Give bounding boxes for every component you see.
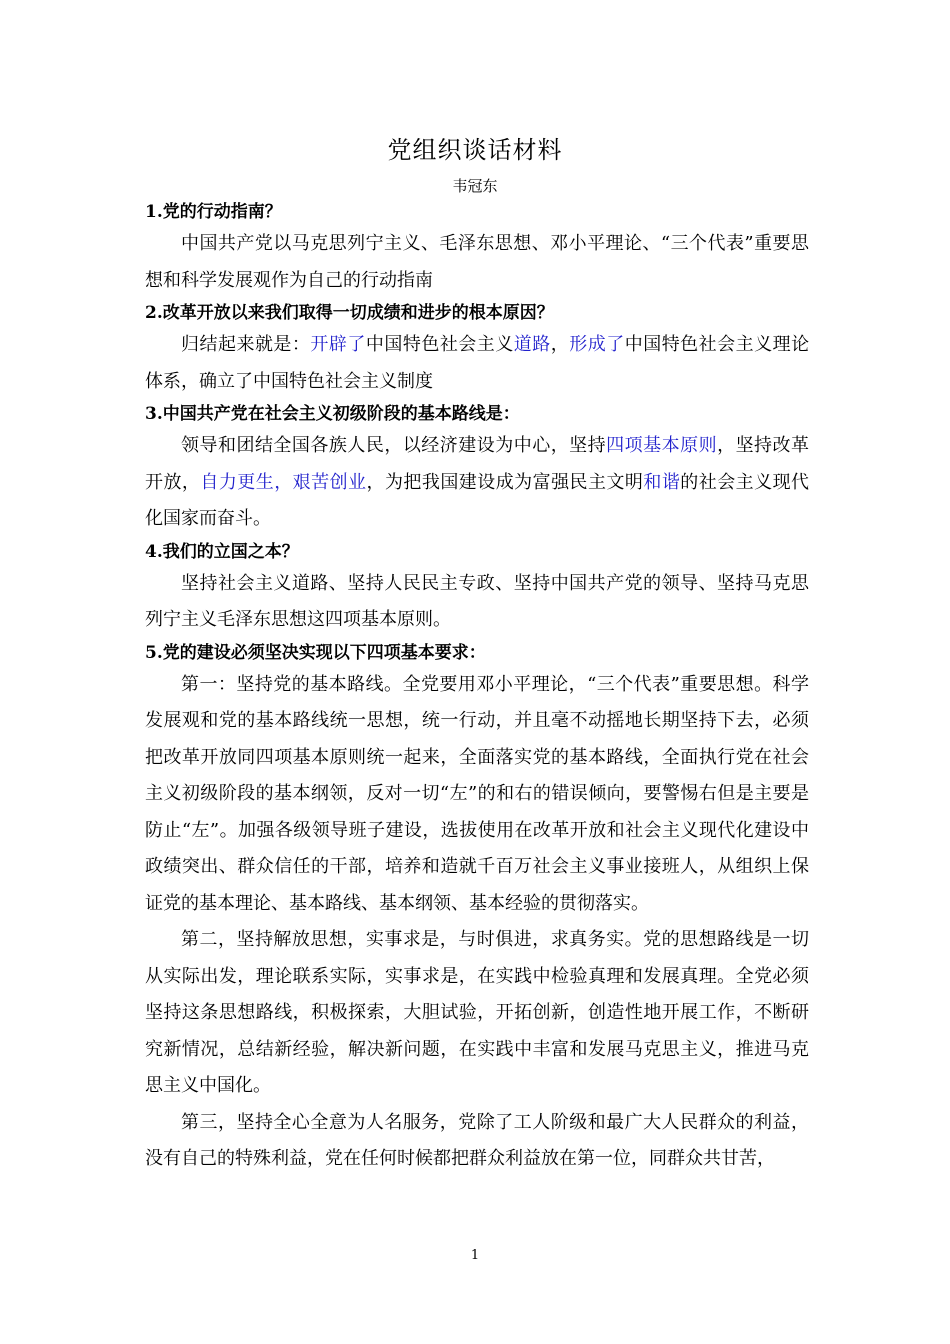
text-run: 中国特色社会主义理论体系，确立了中国特色社会主义制度	[145, 334, 810, 392]
section-paragraph	[145, 327, 809, 400]
section-paragraph	[145, 667, 809, 923]
highlighted-text: 开辟了	[310, 334, 366, 355]
section-question: 5.党的建设必须坚决实现以下四项基本要求：	[145, 642, 486, 663]
text-run: 领导和团结全国各族人民，以经济建设为中心，坚持	[181, 435, 607, 456]
document-title: 党组织谈话材料	[387, 136, 563, 164]
text-run: 第三，坚持全心全意为人名服务，党除了工人阶级和最广大人民群众的利益，没有自己的特殊利益，党在任何时候都把群众利益放在第一位，同群众共甘苦，	[145, 1111, 809, 1169]
section-question: 4.我们的立国之本？	[145, 541, 299, 562]
text-run: 第一：坚持党的基本路线。全党要用邓小平理论，“三个代表”重要思想。科学发展观和党的基本路线统一思想，统一行动，并且毫不动摇地长期坚持下去，必须把改革开放同四项基本原则统一起来，全面落实党的基本路线，全面执行党在社会主义初级阶段的基本纲领，反对一切“左”的和右的错误倾向，要警惕右但是主要是防止“左”。加强各级领导班子建设，选拔使用在改革开放和社会主义现代化建设中政绩突出、群众信任的干部，培养和造就千百万社会主义事业接班人，从组织上保证党的基本理论、基本路线、基本纲领、基本经验的贯彻落实。	[145, 673, 809, 914]
text-run: 中国特色社会主义	[365, 334, 514, 355]
section-question: 2.改革开放以来我们取得一切成绩和进步的根本原因？	[145, 303, 554, 323]
section-question: 3.中国共产党在社会主义初级阶段的基本路线是：	[145, 404, 520, 424]
page-number: 1	[470, 1248, 480, 1263]
highlighted-text: 和谐	[643, 471, 681, 493]
text-run: ，为把我国建设成为富强民主文明	[366, 471, 644, 493]
section-paragraph	[145, 566, 809, 639]
highlighted-text: 形成了	[569, 334, 625, 355]
text-run: 的社会主义现代化国家而奋斗。	[145, 471, 810, 529]
section-paragraph	[145, 1105, 809, 1178]
text-run: 归结起来就是：	[181, 334, 311, 355]
text-run: 中国共产党以马克思列宁主义、毛泽东思想、邓小平理论、“三个代表”重要思想和科学发展观作为自己的行动指南	[145, 233, 809, 291]
section-paragraph	[145, 428, 809, 538]
highlighted-text: 四项基本原则	[606, 435, 718, 456]
highlighted-text: 自力更生，艰苦创业	[200, 471, 367, 493]
text-run: ，	[550, 334, 570, 355]
text-run: 坚持社会主义道路、坚持人民民主专政、坚持中国共产党的领导、坚持马克思列宁主义毛泽东思想这四项基本原则。	[145, 572, 809, 630]
document-body	[145, 198, 809, 1178]
section-paragraph	[145, 922, 809, 1105]
section-paragraph	[145, 226, 809, 299]
section-question: 1.党的行动指南？	[145, 202, 282, 222]
text-run: 第二，坚持解放思想，实事求是，与时俱进，求真务实。党的思想路线是一切从实际出发，理论联系实际，实事求是，在实践中检验真理和发展真理。全党必须坚持这条思想路线，积极探索，大胆试验，开拓创新，创造性地开展工作，不断研究新情况，总结新经验，解决新问题，在实践中丰富和发展马克思主义，推进马克思主义中国化。	[145, 929, 809, 1096]
highlighted-text: 道路	[513, 334, 551, 355]
text-run: ，坚持改革开放，	[145, 435, 810, 493]
document-author: 韦冠东	[452, 177, 498, 195]
